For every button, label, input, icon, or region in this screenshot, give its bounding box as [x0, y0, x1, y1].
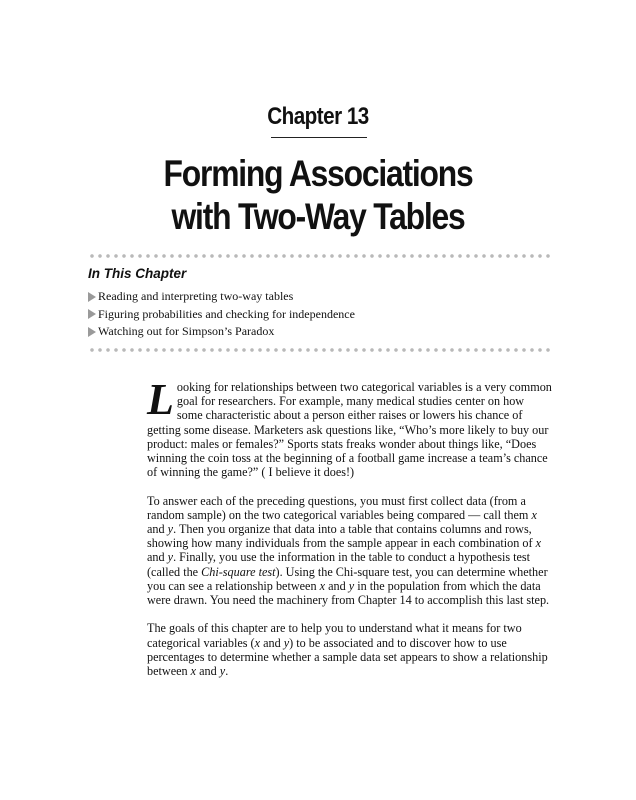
list-item [88, 323, 355, 341]
in-this-chapter-list [88, 288, 355, 341]
paragraph-1-text: ooking for relationships between two categorical variables is a very common goal for researchers. For example, many medical studies center on how some characteristic about a person either raises or lowers his chance of getting some disease. Marketers ask questions like, “Who’s more likely to buy our product: males or females?” Sports stats freaks wonder about things like, “Does winning the coin toss at the beginning of a football game increase a team’s chance of winning the game?” ( I believe it does!) [147, 380, 552, 480]
list-item [88, 288, 355, 306]
drop-cap: L [147, 375, 174, 424]
triangle-arrow-icon [88, 327, 96, 337]
paragraph-3: The goals of this chapter are to help you to understand what it means for two categorical variables (x and y) to be associated and to discover how to use percentages to determine whether a sample data set appears to show a relationship between x and y. [147, 621, 548, 679]
chapter-label-underline [271, 137, 367, 138]
paragraph-2: To answer each of the preceding questions, you must first collect data (from a random sample) on the two categorical variables being compared — call them x and y. Then you organize that data into a table that contains columns and rows, showing how many individuals from the sample appear in each combination of x and y. Finally, you use the information in the table to conduct a hypothesis test (called the Chi-square test). Using the Chi-square test, you can determine whether you can see a relationship between x and y in the population from which the data were drawn. You need the machinery from Chapter 14 to accomplish this last step. [147, 493, 550, 608]
triangle-arrow-icon [88, 309, 96, 319]
dotted-divider-top [88, 254, 554, 258]
chapter-label: Chapter 13 [267, 103, 369, 130]
list-item-text: Figuring probabilities and checking for independence [98, 306, 355, 321]
in-this-chapter-heading: In This Chapter [88, 266, 187, 281]
chapter-title-line-2: with Two-Way Tables [171, 196, 465, 237]
dotted-divider-bottom [88, 348, 554, 352]
chi-square-term: Chi-square test [201, 564, 276, 579]
chapter-title-line-1: Forming Associations [163, 153, 473, 194]
list-item [88, 306, 355, 324]
body-text [147, 375, 552, 692]
triangle-arrow-icon [88, 292, 96, 302]
paragraph-1 [147, 375, 552, 480]
chapter-title [45, 152, 592, 238]
list-item-text: Reading and interpreting two-way tables [98, 289, 294, 303]
list-item-text: Watching out for Simpson’s Paradox [98, 324, 275, 338]
